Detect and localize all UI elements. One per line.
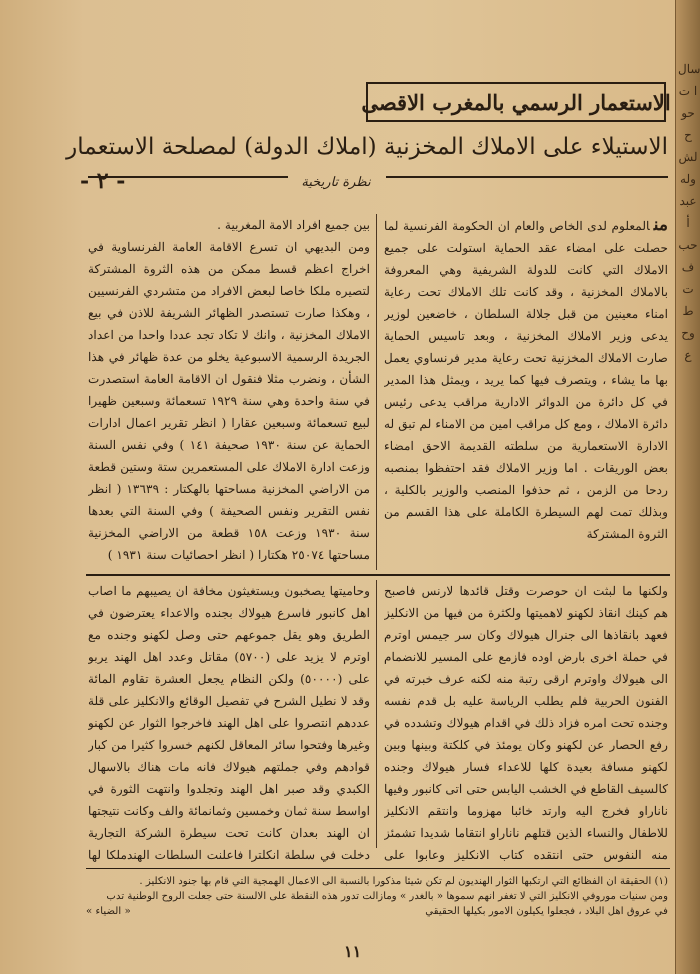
column-bottom-left: [88, 580, 370, 866]
column-top-right-paragraph: [384, 214, 668, 545]
column-divider-top: [376, 214, 377, 570]
column-top-right: [384, 214, 668, 574]
footnote-line-1: (١) الحقيقة ان الفظائع التي ارتكبها الثوار الهنديون لم تكن شيئا مذكورا بالنسبة الى الاعمال الهمجية التي قام بها جنود الانكليز .: [139, 876, 668, 887]
column-divider-bottom: [376, 580, 377, 848]
binding-gutter: [675, 0, 700, 974]
footnote-divider: [86, 868, 670, 869]
section-header-title: الاستعمار الرسمي بالمغرب الاقصى: [361, 89, 671, 115]
column-bottom-left-text: وحاميتها يصخبون ويستغيثون مخافة ان يصيبهم ما اصاب اهل كانبور فاسرع هيولاك بجنده والاعداء يعترضون في الطريق وهو يقل جموعهم حتى وصل لكهنو وجنده مع اوترم لا يزيد على (٥٧٠٠) مقاتل وعدد اهل الهند يربو على (٥٠٠٠٠) ولكن النظام يجعل العشرة تقاوم المائة وقد لا نطيل الشرح في تفصيل الوقائع والانكليز على قلة عددهم انتصروا على اهل الهند فاخرجوا الثوار عن لكهنو وغيرها وفتحوا سائر المعاقل لكنهم خسروا كثيرا من كبار قوادهم وفي جملتهم هيولاك فانه مات هناك بالاسهال الكبدي وقد صبر اهل الهند وتجلدوا وانتهت الثورة في اواسط سنة ثمان وخمسين وثمانمائة والف وكانت نتيجتها ان الهند بعدان كانت تحت سيطرة الشركة التجارية دخلت في سلطة انكلترا فاعلنت السلطات الهندملكا لها: [88, 584, 370, 862]
footnote: [86, 874, 668, 934]
section-divider: [86, 574, 670, 576]
footnote-line-3: [86, 904, 668, 919]
column-top-left-paragraph-2: ومن البديهي ان تسرع الاقامة العامة الفرنساوية في اخراج اعظم قسط ممكن من هذه الثروة المشتركة لتصيره ملكا خاصا لبعض الافراد من متشردي الفرنسيين ، وهكذا صارت تستصدر الظهائر الشريفة للاذن في بيع الاملاك المخزنية ، وانك لا تكاد تجد عددا واحدا من اعداد الجريدة الرسمية الاسبوعية يخلو من عدة ظهائر في هذا الشأن ، ونضرب مثلا فنقول ان الاقامة العامة استصدرت في سنة واحدة وهي سنة ١٩٢٩ تسعمائة وسبعين ظهيرا لبيع تسعمائة وسبعين عقارا ( انظر تقرير اعمال ادارات الحماية عن سنة ١٩٣٠ صحيفة ١٤١ ) وفي نفس السنة وزعت ادارة الاملاك على المستعمرين ستة وستين قطعة من الاراضي المخزنية مساحتها بالهكتار : ١٣٦٣٩ ( انظر نفس التقرير ونفس الصحيفة ) وفي السنة التي بعدها سنة ١٩٣٠ وزعت ١٥٨ قطعة من الاراضي المخزنية مساحتها ٢٥٠٧٤ هكتارا ( انظر احصائيات سنة ١٩٣١ ): [88, 240, 370, 562]
title-rule-right: [386, 176, 668, 178]
page-number: ١١: [344, 942, 362, 961]
column-top-left: [88, 214, 370, 574]
column-top-left-paragraph-1: بين جميع افراد الامة المغربية .: [217, 218, 370, 232]
article-title: الاستيلاء على الاملاك المخزنية (املاك الدولة) لمصلحة الاستعمار: [66, 134, 668, 160]
footnote-line-2: ومن سنيات موروفي الانكليز التي لا تغفر انهم سموها « بالغدر » ومازالت تدور هذه النقطة على الالسنة حتى جعلت الروح الوطنية تدب: [106, 891, 668, 902]
lead-word: من: [653, 215, 668, 235]
article-subtitle: نظرة تاريخية: [301, 175, 371, 190]
part-number: - ٢ -: [80, 168, 126, 194]
section-header-box: [361, 82, 671, 122]
column-top-right-text: المعلوم لدى الخاص والعام ان الحكومة الفرنسية لما حصلت على امضاء عقد الحماية استولت على جميع الاملاك التي كانت للدولة الشريفية وهي المعروفة بالاملاك المخزنية ، وقد كانت تلك الاملاك تحت رعاية امناء معينين من قبل جلالة السلطان ، خاضعين لوزير يدعى وزير الاملاك المخزنية ، وبعد تاسيس الحماية صارت الاملاك المخزنية تحت رعاية مدير فرنساوي يعمل بها ما يشاء ، ويتصرف فيها كما يريد ، ويمثل هذا المدير في كل دائرة من الدوائر الادارية مراقب يدعى رئيس دائرة الاملاك ، ومع كل مراقب امين من الامناء لم تبق له الادارة الاستعمارية من سلطته القديمة الاحق امضاء بعض الوريقات . اما وزير الاملاك فقد احتفظوا بمنصبه ردحا من الزمن ، ثم حذفوا المنصب والوزير بالكلية ، وبذلك تمت لهم السيطرة الكاملة على هذا القسم من الثروة المشتركة: [384, 219, 668, 541]
column-bottom-right: [384, 580, 668, 866]
footnote-signature: « الضياء »: [86, 906, 131, 917]
footnote-line-3-text: في عروق اهل البلاد ، فجعلوا يكيلون الامور بكيلها الحقيقي: [425, 906, 668, 917]
column-bottom-right-text: ولكنها ما لبثت ان حوصرت وقتل قائدها لارنس فاصبح هم كينك انقاذ لكهنو لاهميتها ولكثرة من فيها من الانكليز فعهد بانقاذها الى جنرال هيولاك وكان سر جيمس اوترم في حملة اخرى بارض اوده فازمع على المسير للانضمام الى هيولاك واوترم ارقى رتبة منه لكنه عرف خبرته في الفنون الحربية فلم يطلب الرياسة عليه بل قدم نفسه وجنده تحت امره فزاد ذلك في اقدام هيولاك وتشدده في رفع الحصار عن لكهنو وكان يومئذ في كلكتة وبينها وبين لكهنو مسافة بعيدة كلها للاعداء فسار هيولاك وجنده كالسيف القاطع في الخشب اليابس حتى اتى كانبور وفيها ناناراو فخرج اليه وارتد خائبا مهزوما وانتقم الانكليز للاطفال والنساء الذين قتلهم ناناراو انتقاما شديدا تشمئز منه النفوس حتى انتقده كتاب الانكليز وعابوا على: [384, 584, 668, 862]
gutter-bleed-text: سال ا ت حو ح لش وله عبد أ حب ف ت ط وح ع: [678, 62, 700, 362]
